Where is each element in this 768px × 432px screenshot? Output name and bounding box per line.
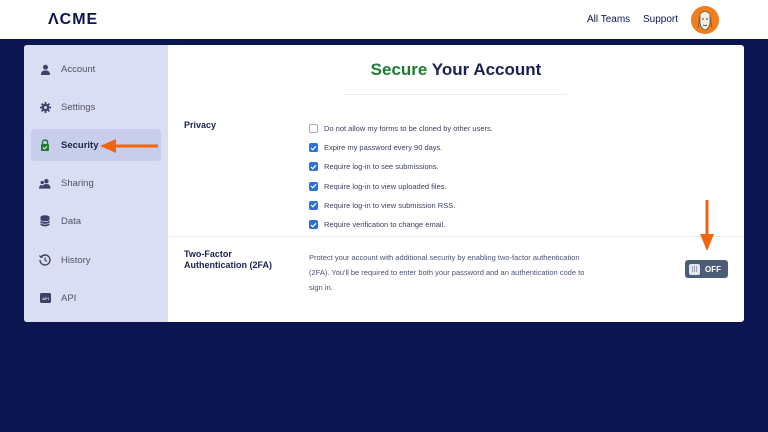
option-label: Require log-in to see submissions. (324, 162, 439, 172)
checkmark-icon (310, 222, 317, 228)
gear-icon (39, 101, 51, 113)
two-factor-section-label (184, 249, 272, 271)
title-accent: Secure (370, 60, 428, 79)
two-factor-description: Protect your account with additional security by enabling two-factor authentication (2FA). You'll be required to enter both your password and an authentication code to sign in. (309, 253, 585, 292)
checkbox-unchecked[interactable] (309, 124, 318, 133)
checkmark-icon (310, 164, 317, 170)
privacy-option[interactable] (309, 157, 493, 176)
option-label: Expire my password every 90 days. (324, 143, 443, 153)
sidebar-item-label: History (61, 254, 91, 266)
avatar-portrait-icon (691, 6, 719, 34)
sidebar-item-label: API (61, 292, 77, 304)
option-label: Require verification to change email. (324, 220, 446, 230)
two-factor-label-line2: Authentication (2FA) (184, 260, 272, 270)
checkbox-checked[interactable] (309, 201, 318, 210)
user-icon (39, 63, 51, 75)
sidebar-item-history[interactable] (31, 244, 161, 276)
support-link[interactable]: Support (643, 14, 679, 25)
sidebar (24, 45, 168, 322)
title-rest: Your Account (427, 60, 542, 79)
sidebar-item-account[interactable] (31, 53, 161, 85)
checkbox-checked[interactable] (309, 220, 318, 229)
checkmark-icon (310, 145, 317, 151)
settings-card (24, 45, 744, 322)
option-label: Require log-in to view uploaded files. (324, 181, 447, 191)
privacy-section-label: Privacy (184, 120, 217, 130)
database-icon (39, 215, 51, 227)
toggle-state-label: OFF (705, 264, 721, 274)
sidebar-item-label: Data (61, 215, 82, 227)
checkmark-icon (310, 183, 317, 189)
two-factor-label-line1: Two-Factor (184, 249, 232, 259)
sidebar-item-label: Account (61, 63, 96, 75)
sidebar-item-label: Sharing (61, 177, 94, 189)
checkbox-checked[interactable] (309, 162, 318, 171)
top-nav-bar (0, 0, 768, 40)
title-divider (343, 94, 567, 95)
privacy-option[interactable] (309, 119, 493, 138)
two-factor-toggle[interactable] (685, 260, 728, 278)
svg-text:API: API (41, 295, 49, 301)
toggle-knob (689, 264, 700, 275)
lock-icon (39, 139, 51, 151)
sidebar-item-label: Settings (61, 101, 96, 113)
sidebar-item-settings[interactable] (31, 91, 161, 123)
main-content (168, 45, 744, 322)
option-label: Require log-in to view submission RSS. (324, 200, 456, 210)
api-icon (39, 292, 51, 304)
section-divider (168, 236, 744, 237)
sidebar-item-label: Security (61, 139, 99, 151)
clock-icon (39, 254, 51, 266)
acme-logo[interactable]: ΛCME (48, 11, 99, 28)
page-title (168, 60, 744, 80)
privacy-option[interactable] (309, 138, 493, 157)
option-label: Do not allow my forms to be cloned by other users. (324, 124, 493, 134)
checkbox-checked[interactable] (309, 143, 318, 152)
checkbox-checked[interactable] (309, 182, 318, 191)
sidebar-item-sharing[interactable] (31, 167, 161, 199)
annotation-arrow-left-icon (100, 138, 160, 154)
privacy-option[interactable] (309, 177, 493, 196)
annotation-arrow-down-icon (699, 200, 715, 252)
sidebar-item-data[interactable] (31, 205, 161, 237)
sidebar-item-api[interactable] (31, 282, 161, 314)
checkmark-icon (310, 202, 317, 208)
privacy-option[interactable] (309, 196, 493, 215)
user-avatar[interactable] (691, 6, 719, 34)
users-icon (39, 177, 51, 189)
all-teams-link[interactable]: All Teams (587, 14, 631, 25)
privacy-options (309, 119, 493, 234)
privacy-option[interactable] (309, 215, 493, 234)
